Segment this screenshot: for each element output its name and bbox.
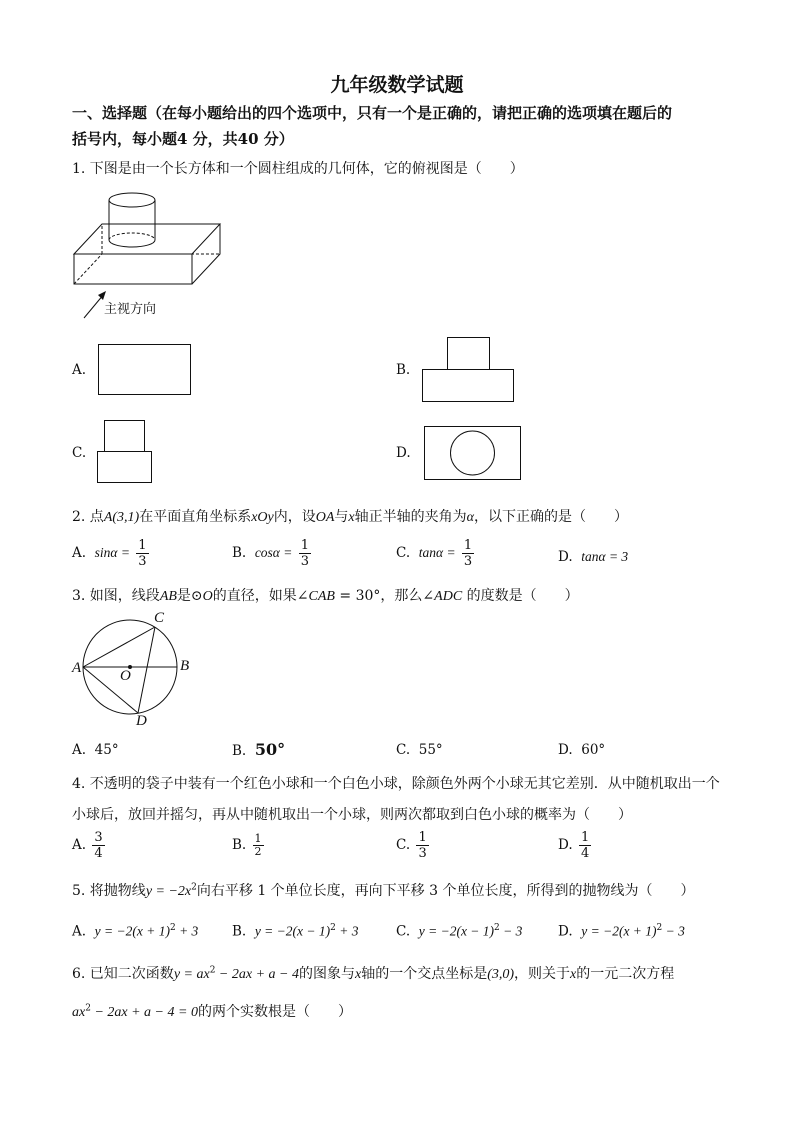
section-header-line1: 一、选择题（在每小题给出的四个选项中，只有一个是正确的，请把正确的选项填在题后的 xyxy=(72,104,673,122)
q3-text-2: 是⊙ xyxy=(176,588,203,604)
q2-option-d[interactable] xyxy=(558,549,628,565)
q2-option-b-fraction xyxy=(299,538,311,569)
q2-option-b-label: B. xyxy=(232,545,247,561)
q6-text-5: 的一元二次方程 xyxy=(576,966,675,982)
q2-option-b[interactable] xyxy=(232,538,313,569)
q4-option-d[interactable] xyxy=(558,830,593,861)
q2-axis: x xyxy=(348,510,355,525)
fraction-denominator: 3 xyxy=(418,846,427,861)
q5-option-d-expr: y = −2(x + 1) xyxy=(581,923,657,939)
q2-option-d-label: D. xyxy=(558,549,573,565)
q2-alpha: α xyxy=(466,510,474,525)
q1-option-c-figure xyxy=(97,420,153,484)
q2-point-a: A(3,1) xyxy=(103,510,140,525)
q6-function-2: − 2ax + a − 4 xyxy=(215,967,299,982)
q3-point-b-label: B xyxy=(180,658,190,674)
q5-option-b-label: B. xyxy=(232,923,247,940)
q5-option-c-const: − 3 xyxy=(499,923,523,939)
q3-point-d-label: D xyxy=(136,713,147,729)
q2-option-c-fraction xyxy=(462,538,474,569)
q2-option-c[interactable] xyxy=(396,538,476,569)
q3-option-c[interactable] xyxy=(396,742,443,758)
fraction-numerator: 1 xyxy=(138,538,147,553)
q2-option-a-fraction xyxy=(136,538,148,569)
fraction-numerator: 1 xyxy=(300,538,309,553)
q1-option-c-label[interactable]: C. xyxy=(72,445,87,461)
q5-option-c[interactable]: C. $y = -2(x - 1)^2 - 3$ xyxy=(396,923,523,940)
q3-option-c-label: C. xyxy=(396,742,411,758)
q5-text-2: 向右平移 1 个单位长度，再向下平移 3 个单位长度，所得到的抛物线为（ ） xyxy=(196,883,695,899)
q3-stem xyxy=(72,585,579,605)
q4-option-a[interactable] xyxy=(72,830,107,861)
fraction-numerator: 1 xyxy=(254,832,262,845)
q4-stem-line1: 4. 不透明的袋子中装有一个红色小球和一个白色小球，除颜色外两个小球无其它差别．从中随机取出一个 xyxy=(72,776,720,792)
q2-text-4: 与 xyxy=(334,509,349,525)
q2-option-a[interactable] xyxy=(72,538,151,569)
q6-text-2: 的图象与 xyxy=(298,966,355,982)
q5-option-d-label: D. xyxy=(558,923,573,940)
page-title: 九年级数学试题 xyxy=(330,74,464,96)
q2-option-b-func: cosα = xyxy=(254,545,293,560)
fraction-numerator: 3 xyxy=(94,830,103,845)
q6-point: (3,0) xyxy=(487,967,515,982)
q2-option-c-func: tanα = xyxy=(418,545,456,560)
q3-option-a-label: A. xyxy=(72,742,87,758)
fraction-numerator: 1 xyxy=(463,538,473,553)
q3-option-b-value: 50° xyxy=(254,740,286,759)
q3-circle-figure xyxy=(72,610,197,735)
q3-point-a-label: A xyxy=(72,660,82,676)
q6-equation-1: ax xyxy=(72,1005,86,1020)
fraction-denominator: 4 xyxy=(580,846,590,861)
q3-option-a-value: 45° xyxy=(94,742,119,758)
q4-stem-line2: 小球后，放回并摇匀，再从中随机取出一个小球，则两次都取到白色小球的概率为（ ） xyxy=(72,807,632,823)
q2-option-c-label: C. xyxy=(396,545,411,561)
q5-stem: 5. 将抛物线$y = -2x^2$向右平移 1 个单位长度，再向下平移 3 个单位长度，所得到的抛物线为（ ） xyxy=(72,882,695,899)
q2-text-5: 轴正半轴的夹角为 xyxy=(354,509,467,525)
q5-option-b-const: + 3 xyxy=(335,923,359,939)
q3-option-c-value: 55° xyxy=(418,742,443,758)
q4-option-b[interactable] xyxy=(232,833,266,858)
q6-equation-2: − 2ax + a − 4 = 0 xyxy=(90,1005,198,1020)
q5-option-b-expr: y = −2(x − 1) xyxy=(254,923,331,939)
q1-option-a-label[interactable]: A. xyxy=(72,362,87,378)
q2-text-3: 内，设 xyxy=(273,509,316,525)
q5-option-c-label: C. xyxy=(396,923,411,940)
fraction-denominator: 3 xyxy=(463,554,473,569)
q2-option-a-label: A. xyxy=(72,545,87,561)
q3-angle-adc: ADC xyxy=(434,589,463,604)
q5-option-a-const: + 3 xyxy=(175,923,199,939)
q5-option-c-expr: y = −2(x − 1) xyxy=(418,923,495,939)
fraction-denominator: 3 xyxy=(300,554,309,569)
q4-option-a-fraction xyxy=(92,830,104,861)
q4-option-d-fraction xyxy=(579,830,591,861)
q3-segment-ab: AB xyxy=(159,589,177,604)
q6-text-3: 轴的一个交点坐标是 xyxy=(361,966,488,982)
fraction-denominator: 2 xyxy=(254,845,262,858)
fraction-denominator: 3 xyxy=(138,554,147,569)
q1-option-b-label[interactable]: B. xyxy=(396,362,411,378)
q6-text-6: 的两个实数根是（ ） xyxy=(197,1004,352,1020)
q6-text-4: ，则关于 xyxy=(514,966,571,982)
q3-angle-cab: CAB xyxy=(308,589,335,604)
q3-text-1: 3. 如图，线段 xyxy=(72,588,160,604)
q3-text-3: 的直径，如果∠ xyxy=(212,588,309,604)
q2-segment: OA xyxy=(315,510,335,525)
q6-function-1: y = ax xyxy=(173,967,210,982)
q2-text-6: ，以下正确的是（ ） xyxy=(474,509,628,525)
q1-option-b-figure xyxy=(422,337,515,403)
q4-option-b-fraction xyxy=(253,833,264,858)
q6-stem-line1: 6. 已知二次函数$y = ax^2 - 2ax + a - 4$的图象与x轴的一个交点坐标是(3,0)，则关于x的一元二次方程 xyxy=(72,965,675,982)
q4-option-c[interactable] xyxy=(396,830,431,861)
q3-option-d-value: 60° xyxy=(581,742,606,758)
fraction-numerator: 1 xyxy=(418,830,427,845)
q5-text-1: 5. 将抛物线 xyxy=(72,883,146,899)
q6-x-var: x xyxy=(354,967,362,982)
q3-point-o-label: O xyxy=(120,668,131,684)
q3-option-d[interactable] xyxy=(558,742,605,758)
q3-circle-o: O xyxy=(202,589,213,604)
q2-option-d-text: tanα = 3 xyxy=(581,549,629,564)
q4-option-b-label: B. xyxy=(232,837,247,853)
fraction-denominator: 4 xyxy=(94,846,103,861)
q1-option-a-figure xyxy=(98,344,193,396)
q5-option-a-label: A. xyxy=(72,923,87,940)
q3-text-5: 的度数是（ ） xyxy=(462,588,579,604)
q6-stem-line2: $ax^2 - 2ax + a - 4 = 0$的两个实数根是（ ） xyxy=(72,1003,352,1020)
q5-option-a[interactable]: A. $y = -2(x + 1)^2 + 3$ xyxy=(72,923,199,940)
q1-option-d-figure xyxy=(424,426,522,481)
q2-text-2: 在平面直角坐标系 xyxy=(139,509,252,525)
view-direction-label: 主视方向 xyxy=(104,302,157,317)
q2-text-1: 2. 点 xyxy=(72,509,104,525)
fraction-numerator: 1 xyxy=(580,830,590,845)
q5-option-a-expr: y = −2(x + 1) xyxy=(94,923,170,939)
q4-option-d-label: D. xyxy=(558,837,573,853)
q3-option-a[interactable] xyxy=(72,742,119,758)
q2-stem xyxy=(72,506,628,526)
q1-stem: 1. 下图是由一个长方体和一个圆柱组成的几何体，它的俯视图是（ ） xyxy=(72,161,524,177)
q6-text-1: 6. 已知二次函数 xyxy=(72,966,174,982)
q5-equation: y = −2x xyxy=(145,884,192,899)
q4-option-a-label: A. xyxy=(72,837,87,853)
section-header-line2: 括号内，每小题4 分，共40 分） xyxy=(72,130,294,148)
q2-coord-system: xOy xyxy=(251,510,274,525)
q1-option-d-label[interactable]: D. xyxy=(396,445,411,461)
q5-option-d-const: − 3 xyxy=(662,923,685,939)
q4-option-c-label: C. xyxy=(396,837,411,853)
q2-option-a-func: sinα = xyxy=(94,545,130,560)
q3-option-b-label: B. xyxy=(232,743,247,759)
q3-point-c-label: C xyxy=(154,610,165,626)
q3-text-4: = 30°，那么∠ xyxy=(334,588,435,604)
q3-option-d-label: D. xyxy=(558,742,573,758)
q4-option-c-fraction xyxy=(416,830,428,861)
q5-option-d[interactable]: D. $y = -2(x + 1)^2 - 3$ xyxy=(558,923,685,940)
q5-option-b[interactable]: B. $y = -2(x - 1)^2 + 3$ xyxy=(232,923,359,940)
q3-option-b[interactable] xyxy=(232,740,285,759)
q6-x-var-2: x xyxy=(570,967,577,982)
